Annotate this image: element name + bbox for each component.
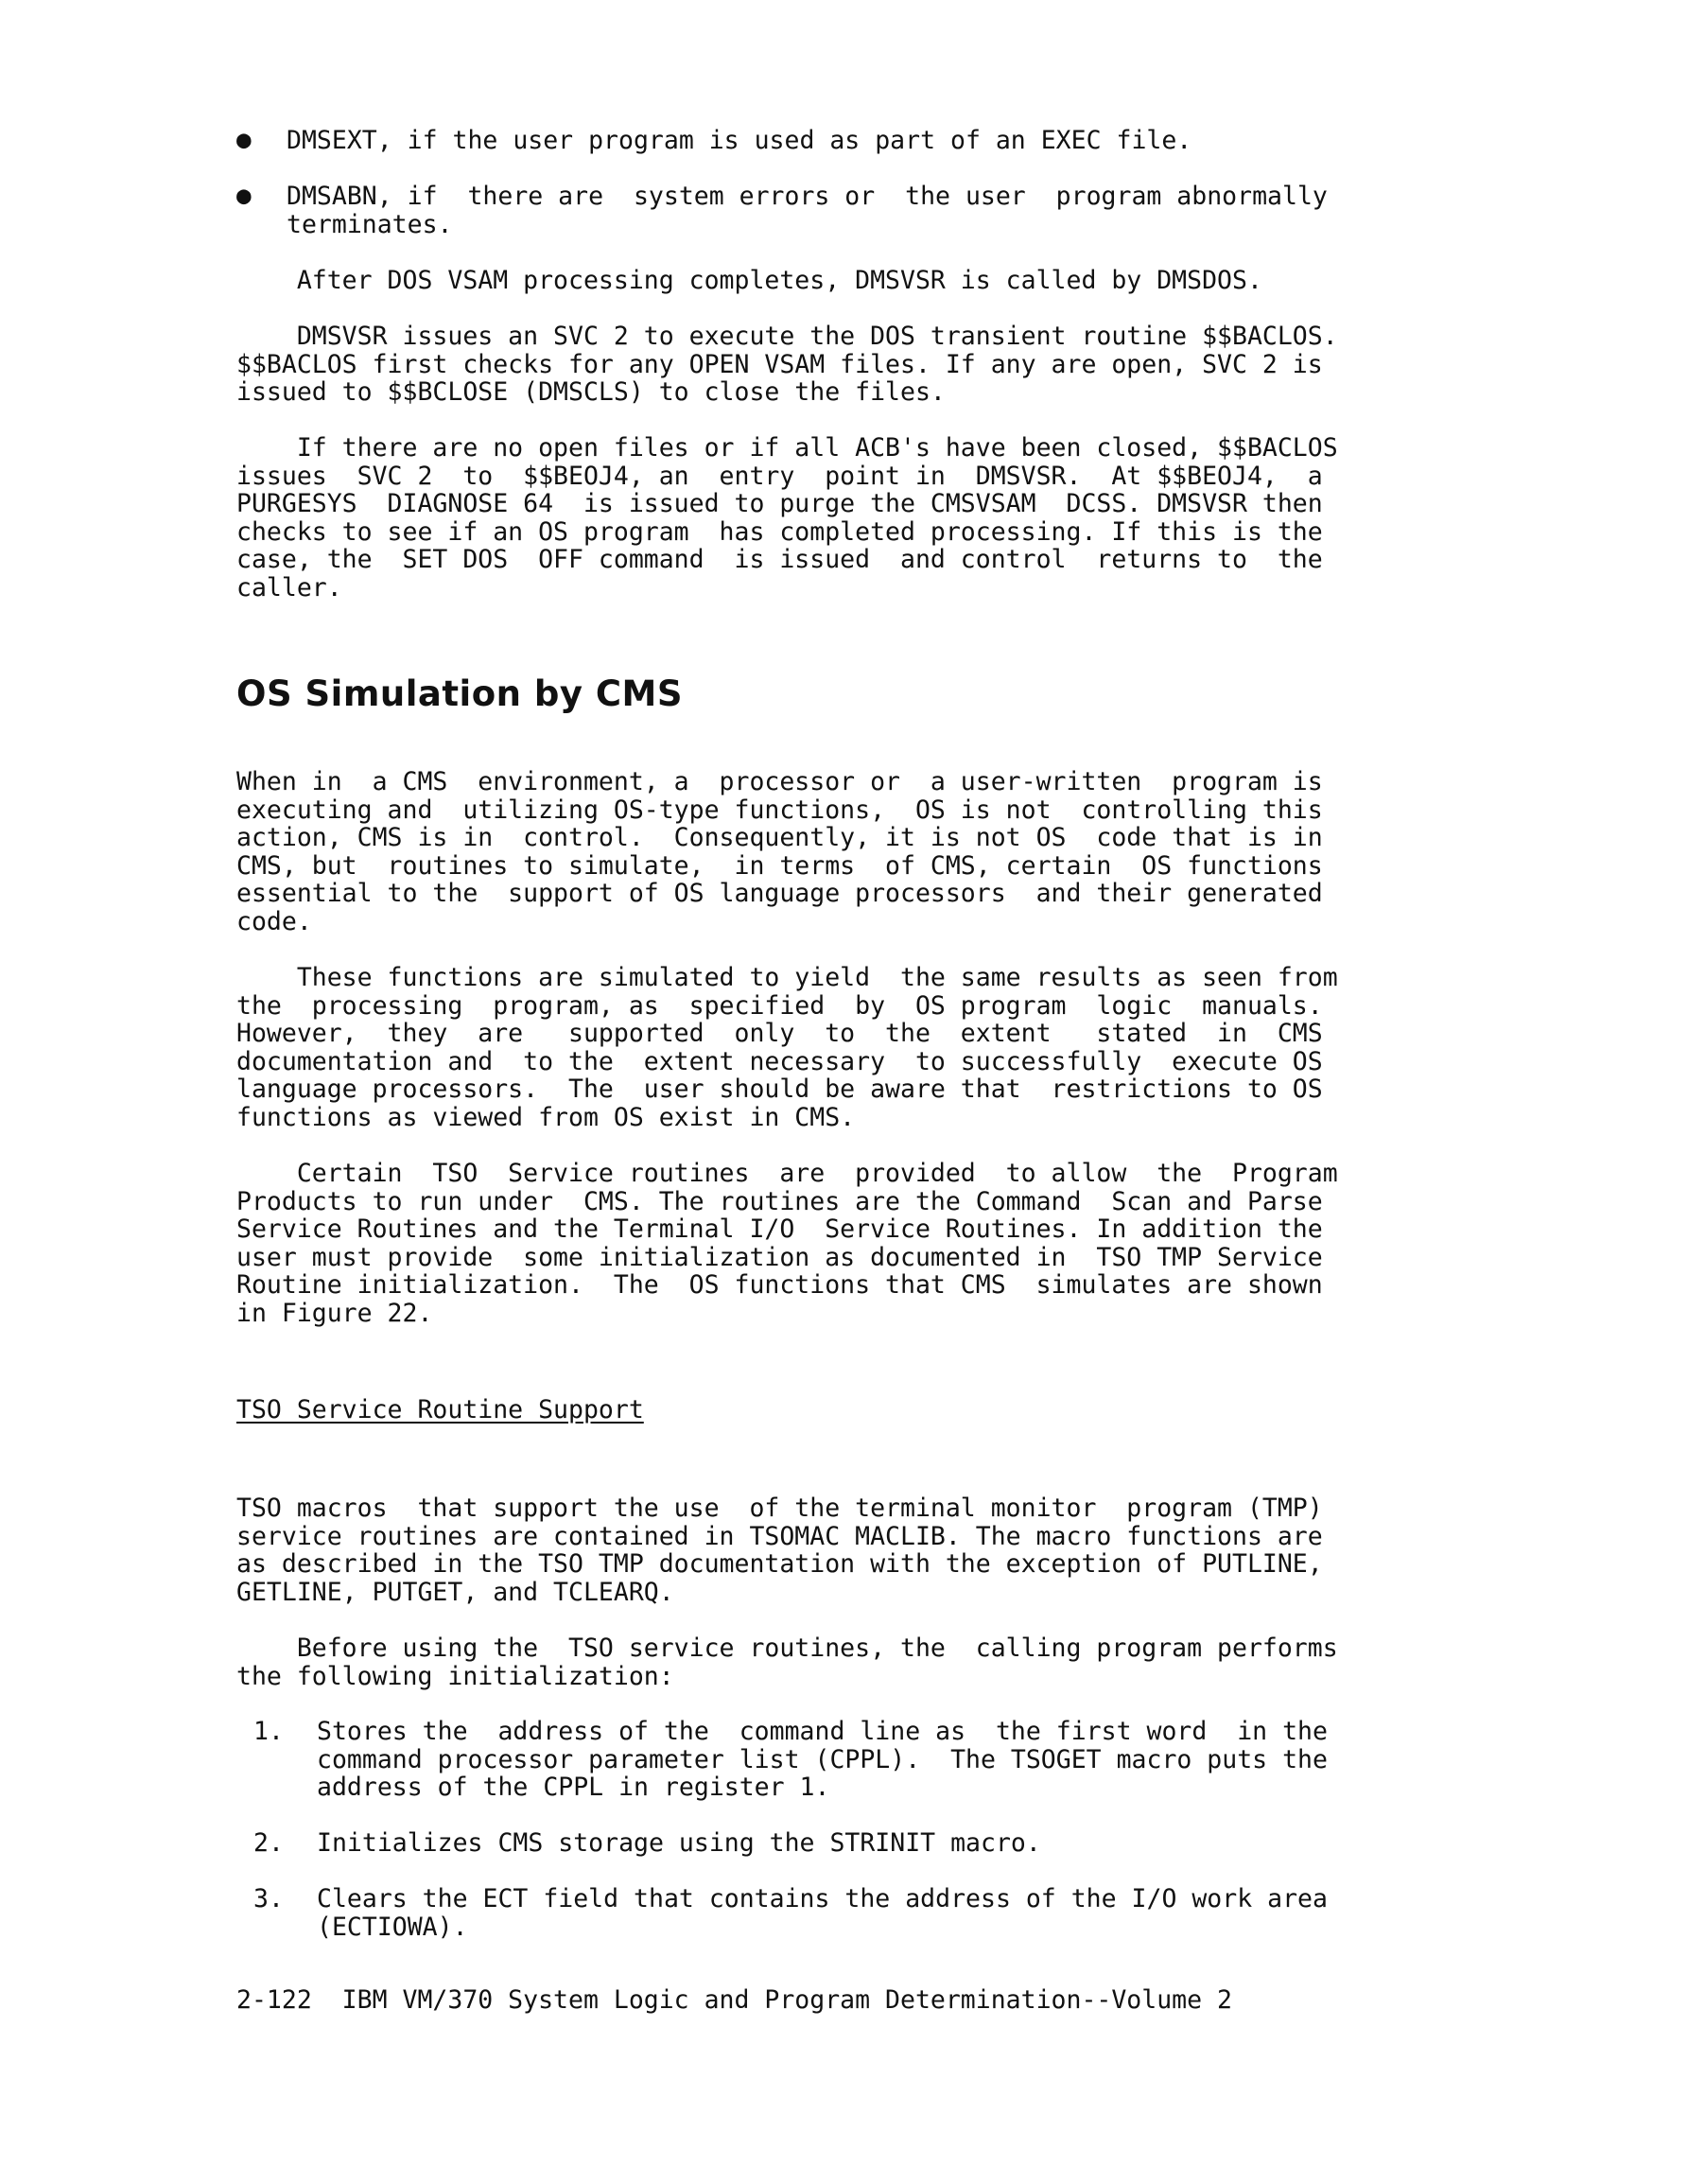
subsection-heading: TSO Service Routine Support (236, 1395, 644, 1424)
paragraph-no-open-files: If there are no open files or if all ACB's have been closed, $$BACLOS issues SVC 2 to $$BEOJ4, an entry point in DMSVSR. At $$BEOJ4, a PURGESYS DIAGNOSE 64 is issued to purge the CMSVSAM DCSS. DMSVSR then checks to see if an OS program has completed processing. If this is the case, the SET DOS OFF command is issued and control returns to the caller. (236, 433, 1338, 603)
paragraph-simulated-functions: These functions are simulated to yield the same results as seen from the processing program, as specified by OS program logic manuals. However, they are supported only to the extent stated in CMS documentation and to the extent necessary to successfully execute OS language processors. The user should be aware that restrictions to OS functions as viewed from OS exist in CMS. (236, 963, 1338, 1132)
list-item-text: Initializes CMS storage using the STRINIT macro. (317, 1828, 1041, 1858)
bullet-item-dmsabn: DMSABN, if there are system errors or the user program abnormally terminates. (287, 182, 1328, 239)
list-item-number: 3. (253, 1884, 284, 1913)
section-heading: OS Simulation by CMS (236, 673, 683, 714)
list-item-number: 1. (253, 1717, 284, 1746)
page-footer: 2-122 IBM VM/370 System Logic and Program Determination--Volume 2 (236, 1985, 1232, 2015)
paragraph-dos-vsam-complete: After DOS VSAM processing completes, DMSVSR is called by DMSDOS. (236, 266, 1262, 295)
paragraph-before-using: Before using the TSO service routines, the calling program performs the following initialization: (236, 1634, 1338, 1691)
list-item-number: 2. (253, 1828, 284, 1858)
list-item-text: Clears the ECT field that contains the address of the I/O work area (ECTIOWA). (317, 1884, 1328, 1942)
paragraph-cms-environment: When in a CMS environment, a processor or a user-written program is executing and utilizing OS-type functions, OS is not controlling this action, CMS is in control. Consequently, it is not OS code that is in CMS, but routines to simulate, in terms of CMS, certain OS functions essential to the support of OS language processors and their generated code. (236, 767, 1323, 936)
bullet-icon: ● (236, 126, 252, 154)
bullet-icon: ● (236, 182, 252, 210)
paragraph-tso-service-routines: Certain TSO Service routines are provided to allow the Program Products to run under CMS. The routines are the Command Scan and Parse Service Routines and the Terminal I/O Service Routines. In addition the user must provide some initialization as documented in TSO TMP Service Routine initialization. The OS functions that CMS simulates are shown in Figure 22. (236, 1159, 1338, 1328)
paragraph-tso-macros: TSO macros that support the use of the terminal monitor program (TMP) service routines are contained in TSOMAC MACLIB. The macro functions are as described in the TSO TMP documentation with the exception of PUTLINE, GETLINE, PUTGET, and TCLEARQ. (236, 1494, 1323, 1607)
list-item-text: Stores the address of the command line as the first word in the command processor parameter list (CPPL). The TSOGET macro puts the address of the CPPL in register 1. (317, 1717, 1328, 1802)
paragraph-dmsvsr-svc: DMSVSR issues an SVC 2 to execute the DOS transient routine $$BACLOS. $$BACLOS first checks for any OPEN VSAM files. If any are open, SVC 2 is issued to $$BCLOSE (DMSCLS) to close the files. (236, 322, 1338, 407)
bullet-item-dmsext: DMSEXT, if the user program is used as part of an EXEC file. (287, 126, 1192, 155)
